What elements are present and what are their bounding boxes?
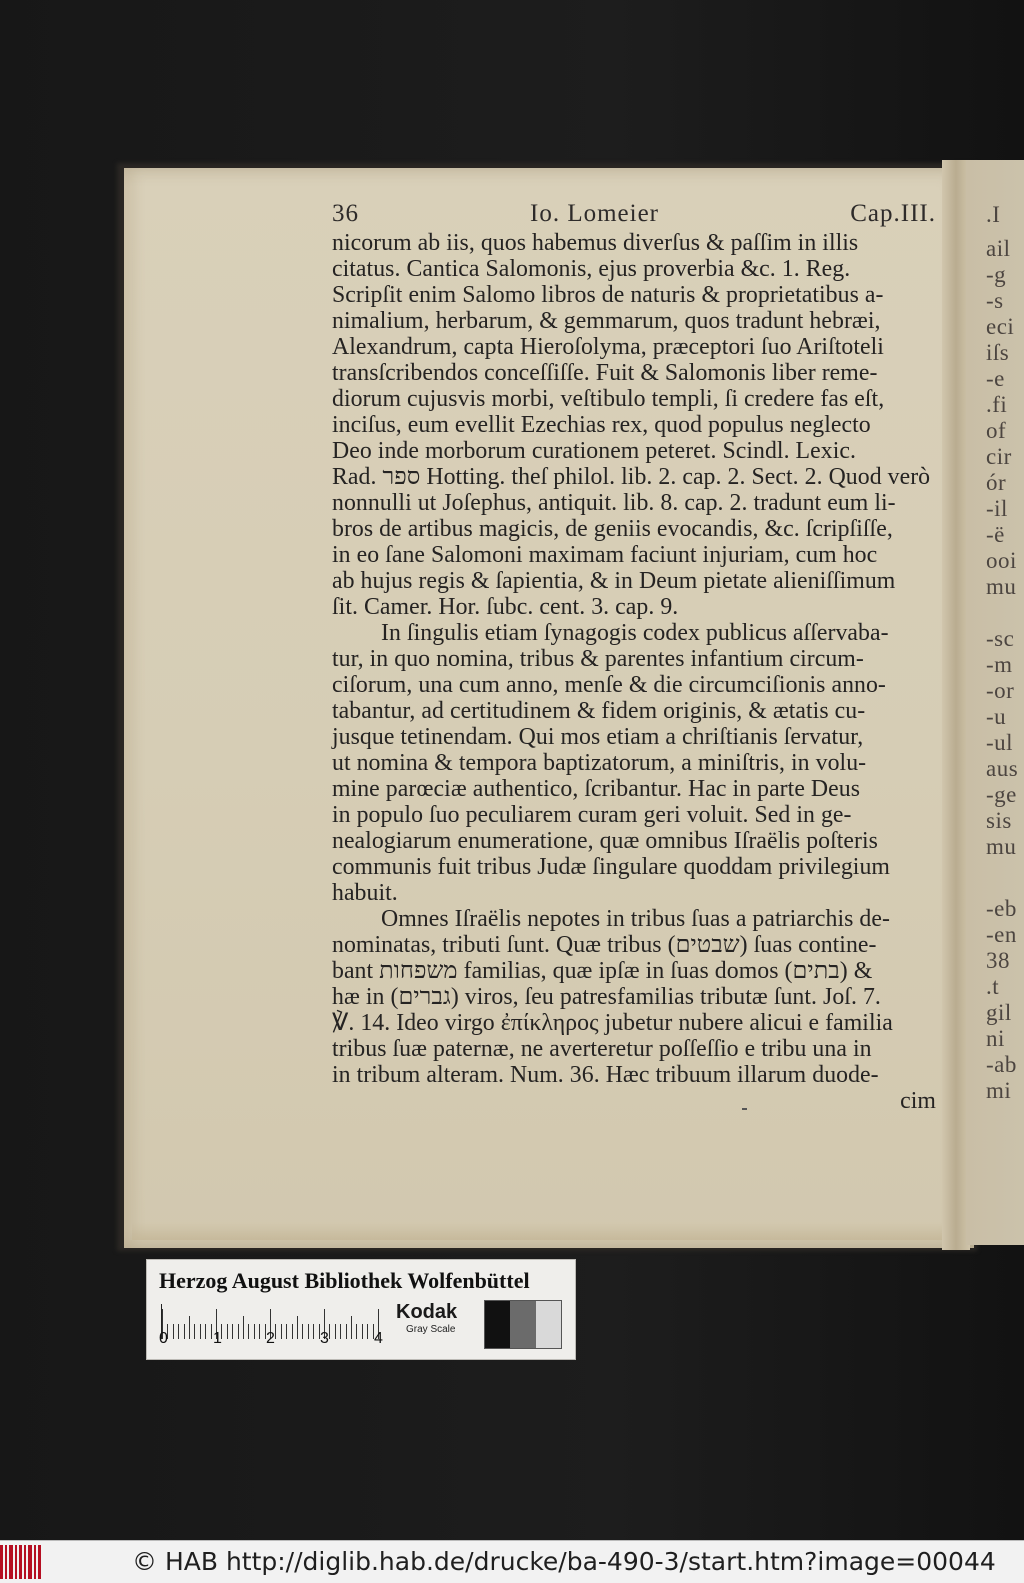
facing-page-fragment-28: .t — [986, 974, 1000, 999]
page-edge — [132, 1222, 962, 1240]
facing-page-fragment-6: iſs — [986, 340, 1010, 365]
ruler-tick — [297, 1316, 298, 1339]
facing-page-fragment-18: -or — [986, 678, 1015, 703]
ruler-tick — [200, 1324, 201, 1339]
ruler-tick — [178, 1324, 179, 1339]
ruler-tick — [313, 1324, 314, 1339]
text-line-7: diorum cujusvis morbi, veſtibulo templi, ſi credere fas eſt, — [332, 386, 885, 412]
facing-page-fragment-5: eci — [986, 314, 1015, 339]
copyright-url: © HAB http://diglib.hab.de/drucke/ba-490-3/start.htm?image=00044 — [132, 1547, 996, 1576]
ruler-tick — [308, 1324, 309, 1339]
facing-page-fragment-14: ooi — [986, 548, 1017, 573]
text-line-17: tur, in quo nomina, tribus & parentes infantium circum- — [332, 646, 864, 672]
text-line-24: nealogiarum enumeratione, quæ omnibus Iſraëlis poſteris — [332, 828, 878, 854]
ruler-tick — [211, 1324, 212, 1339]
text-line-31: ℣. 14. Ideo virgo ἐπίκληρος jubetur nubere alicui e familia — [332, 1010, 893, 1036]
footer-bar — [0, 1540, 1024, 1583]
ruler-tick — [238, 1324, 239, 1339]
text-line-11: nonnulli ut Joſephus, antiquit. lib. 8. cap. 2. tradunt eum li- — [332, 490, 896, 516]
ruler-tick — [275, 1324, 276, 1339]
ruler-tick — [346, 1324, 347, 1339]
facing-page-fragment-1: .I — [986, 202, 1001, 227]
ruler-tick — [194, 1324, 195, 1339]
text-line-22: mine parœciæ authentico, ſcribantur. Hac in parte Deus — [332, 776, 861, 802]
scale-number-2: 2 — [266, 1330, 275, 1347]
facing-page-fragment-9: of — [986, 418, 1007, 443]
ruler-tick — [243, 1316, 244, 1339]
facing-page-fragment-21: aus — [986, 756, 1019, 781]
text-line-28: nominatas, tributi ſunt. Quæ tribus (שבטים) ſuas contine- — [332, 932, 877, 958]
text-line-14: ab hujus regis & ſapientia, & in Deum pietate alieniſſimum — [332, 568, 896, 594]
ruler-tick — [362, 1324, 363, 1339]
ruler-tick — [340, 1324, 341, 1339]
text-line-12: bros de artibus magicis, de geniis evocandis, &c. ſcripſiſſe, — [332, 516, 893, 542]
gray-scale-label: Gray Scale — [406, 1324, 456, 1335]
black-swatch — [485, 1301, 510, 1348]
text-line-32: tribus ſuæ paternæ, ne averteretur poſſeſſio e tribu una in — [332, 1036, 872, 1062]
gray-swatch — [510, 1301, 535, 1348]
facing-page-fragment-15: mu — [986, 574, 1017, 599]
text-line-3: Scripſit enim Salomo libros de naturis & proprietatibus a- — [332, 282, 884, 308]
facing-page-fragment-7: -e — [986, 366, 1005, 391]
facing-page-fragment-30: ni — [986, 1026, 1005, 1051]
facing-page-fragment-12: -il — [986, 496, 1008, 521]
facing-page-fragment-11: ór — [986, 470, 1007, 495]
ruler-tick — [205, 1324, 206, 1339]
facing-page-fragment-8: .fi — [986, 392, 1008, 417]
facing-page-fragment-26: -en — [986, 922, 1017, 947]
text-line-23: in populo ſuo peculiarem curam geri voluit. Sed in ge- — [332, 802, 852, 828]
text-line-16: In ſingulis etiam ſynagogis codex publicus aſſervaba- — [381, 620, 889, 646]
ruler-tick — [356, 1324, 357, 1339]
text-line-29: bant משפחות familias, quæ ipſæ in ſuas domos (בתים) & — [332, 958, 873, 984]
print-mark — [742, 1108, 747, 1110]
ruler-tick — [292, 1324, 293, 1339]
facing-page-fragment-13: -ë — [986, 522, 1005, 547]
facing-page-fragment-32: mi — [986, 1078, 1012, 1103]
facing-page-fragment-31: -ab — [986, 1052, 1017, 1077]
facing-page-fragment — [966, 160, 1024, 1245]
facing-page-fragment-4: -s — [986, 288, 1004, 313]
facing-page-fragment-20: -ul — [986, 730, 1014, 755]
page-number: 36 — [332, 200, 359, 227]
catchword: cim — [900, 1088, 936, 1114]
ruler-tick — [248, 1324, 249, 1339]
scale-number-4: 4 — [374, 1330, 383, 1347]
text-line-4: nimalium, herbarum, & gemmarum, quos tradunt hebræi, — [332, 308, 881, 334]
ruler-tick — [281, 1324, 282, 1339]
chapter-label: Cap.III. — [850, 200, 936, 227]
text-line-19: tabantur, ad certitudinem & fidem originis, & ætatis cu- — [332, 698, 866, 724]
facing-page-fragment-25: -eb — [986, 896, 1017, 921]
ruler-tick — [329, 1324, 330, 1339]
text-line-26: habuit. — [332, 880, 398, 906]
facing-page-fragment-23: sis — [986, 808, 1012, 833]
facing-page-fragment-16: -sc — [986, 626, 1015, 651]
facing-page-fragment-17: -m — [986, 652, 1013, 677]
ruler-tick — [184, 1324, 185, 1339]
facing-page-fragment-29: gil — [986, 1000, 1012, 1025]
text-line-1: nicorum ab iis, quos habemus diverſus & paſſim in illis — [332, 230, 859, 256]
ruler-tick — [367, 1324, 368, 1339]
text-line-2: citatus. Cantica Salomonis, ejus proverbia &c. 1. Reg. — [332, 256, 851, 282]
text-line-20: jusque tetinendam. Qui mos etiam a chriſtianis ſervatur, — [332, 724, 864, 750]
facing-page-fragment-10: cir — [986, 444, 1012, 469]
scale-number-0: 0 — [159, 1330, 168, 1347]
text-line-8: inciſus, eum evellit Ezechias rex, quod populus neglecto — [332, 412, 871, 438]
page-header — [332, 198, 936, 230]
kodak-logo: Kodak — [396, 1301, 458, 1323]
library-name: Herzog August Bibliothek Wolfenbüttel — [159, 1268, 530, 1293]
text-line-21: ut nomina & tempora baptizatorum, a miniſtris, in volu- — [332, 750, 867, 776]
facing-page-fragment-19: -u — [986, 704, 1007, 729]
facing-page-fragment-27: 38 — [986, 948, 1010, 973]
ruler-tick — [335, 1324, 336, 1339]
text-line-6: transſcribendos conceſſiſſe. Fuit & Salomonis liber reme- — [332, 360, 878, 386]
ruler-tick — [259, 1324, 260, 1339]
ruler-tick — [254, 1324, 255, 1339]
facing-page-fragment-22: -ge — [986, 782, 1017, 807]
light-gray-swatch — [536, 1301, 561, 1348]
text-line-18: ciſorum, una cum anno, menſe & die circumciſionis anno- — [332, 672, 886, 698]
text-line-10: Rad. ספר Hotting. theſ philol. lib. 2. cap. 2. Sect. 2. Quod verò — [332, 464, 931, 490]
running-head: Io. Lomeier — [530, 200, 660, 227]
library-color-card — [146, 1259, 576, 1360]
ruler-tick — [189, 1316, 190, 1339]
ruler-tick — [286, 1324, 287, 1339]
text-line-13: in eo ſane Salomoni maximam faciunt injuriam, cum hoc — [332, 542, 878, 568]
ruler-tick — [302, 1324, 303, 1339]
text-line-5: Alexandrum, capta Hieroſolyma, præceptori ſuo Ariſtoteli — [332, 334, 884, 360]
facing-page-fragment-3: -g — [986, 262, 1007, 287]
text-line-9: Deo inde morborum curationem peteret. Scindl. Lexic. — [332, 438, 856, 464]
ruler-tick — [227, 1324, 228, 1339]
main-text-block — [332, 230, 936, 1114]
gray-scale-swatches — [484, 1300, 562, 1349]
ruler-tick — [173, 1324, 174, 1339]
facing-page-fragment-24: mu — [986, 834, 1017, 859]
facing-page-fragment-2: ail — [986, 236, 1011, 261]
ruler-tick — [232, 1324, 233, 1339]
scale-number-1: 1 — [213, 1330, 222, 1347]
text-line-15: ſit. Camer. Hor. ſubc. cent. 3. cap. 9. — [332, 594, 679, 620]
barcode-logo-icon — [0, 1545, 43, 1579]
text-line-33: in tribum alteram. Num. 36. Hæc tribuum illarum duode- — [332, 1062, 879, 1088]
ruler-tick — [351, 1316, 352, 1339]
scale-number-3: 3 — [320, 1330, 329, 1347]
text-line-25: communis fuit tribus Judæ ſingulare quoddam privilegium — [332, 854, 890, 880]
text-line-27: Omnes Iſraëlis nepotes in tribus ſuas a patriarchis de- — [381, 906, 890, 932]
text-line-30: hæ in (גברים) viros, ſeu patresfamilias tributæ ſunt. Joſ. 7. — [332, 984, 881, 1010]
